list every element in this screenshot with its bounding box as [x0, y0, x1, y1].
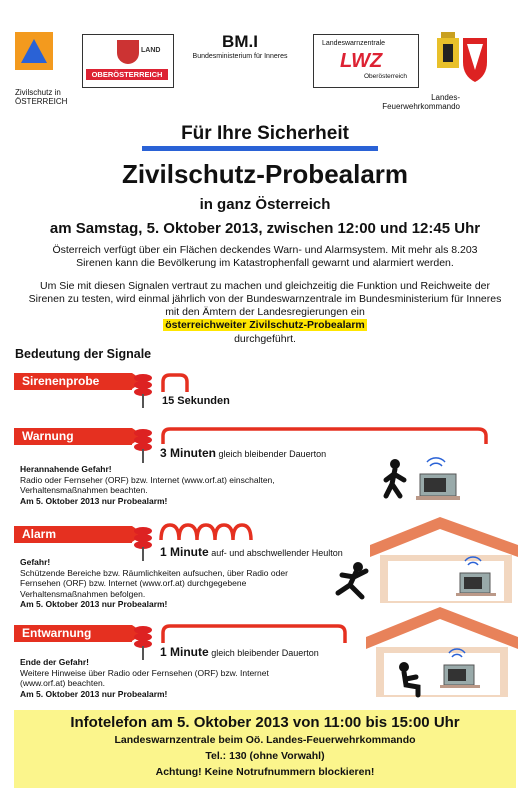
warnung-duration: 3 Minuten: [160, 446, 216, 460]
footer-warning: Achtung! Keine Notrufnummern blockieren!: [155, 766, 375, 778]
footer-tel-line: [14, 750, 516, 762]
infotelefon: Infotelefon am 5. Oktober 2013 von 11:00 bis 15:00 Uhr: [70, 714, 460, 731]
band-warnung: Warnung: [14, 428, 132, 445]
tel-value: 130 (ohne Vorwahl): [229, 750, 325, 762]
entwarnung-signal-curve: [160, 623, 350, 645]
band-sirenenprobe: Sirenenprobe: [14, 373, 132, 390]
sirenenprobe-duration: 15 Sekunden: [162, 395, 230, 407]
siren-icon: [132, 624, 154, 660]
alarm-signal-curve: [158, 522, 264, 544]
band-entwarnung: Entwarnung: [14, 625, 132, 642]
entwarnung-duration: 1 Minute: [160, 645, 209, 659]
alarm-desc-text: Schützende Bereiche bzw. Räumlichkeiten aufsuchen, über Radio oder Fernsehen (ORF) bzw. Internet (www.orf.at) durchgegebene Verhaltensmaßnahmen befolgen.: [20, 567, 288, 599]
bmi-subtitle: Bundesministerium für Inneres: [192, 53, 288, 60]
civil-protection-triangle-icon: [15, 32, 53, 70]
warnung-desc-note: Am 5. Oktober 2013 nur Probealarm!: [20, 495, 168, 506]
entwarnung-desc-title: Ende der Gefahr!: [20, 657, 89, 667]
highlight-text-wrap: [0, 319, 530, 331]
bmi-title: BM.I: [222, 32, 258, 51]
entwarnung-desc-text: Weitere Hinweise über Radio oder Fernsehen (ORF) bzw. Internet (www.orf.at) beachten.: [20, 667, 269, 688]
signals-heading: Bedeutung der Signale: [15, 347, 152, 361]
intro-paragraph-2: Um Sie mit diesen Signalen vertraut zu machen und gleichzeitig die Funktion und Reichweite der Sirenen zu testen, wird einmal jährlich von der Bundeswarnzentrale im Bundesministerium für Inneres mit den Ämtern der Landesregierungen ein: [28, 280, 502, 318]
alarm-desc-note: Am 5. Oktober 2013 nur Probealarm!: [20, 599, 168, 609]
alarm-desc-title: Gefahr!: [20, 557, 51, 567]
lfk-label: Landes-Feuerwehrkommando: [382, 93, 460, 111]
warnung-description: [20, 464, 350, 506]
lwz-bottom-text: Oberösterreich: [364, 73, 407, 80]
siren-icon: [132, 372, 154, 408]
alarm-duration: 1 Minute: [160, 545, 209, 559]
siren-icon: [132, 525, 154, 561]
zivilschutz-logo: [15, 32, 53, 70]
warnung-desc-text: Radio oder Fernseher (ORF) bzw. Internet (www.orf.at) einschalten, Verhaltensmaßnahmen beachten.: [20, 474, 275, 495]
tagline-underline: [142, 146, 378, 151]
fire-brigade-crest-icon: [435, 30, 489, 84]
ooe-logo-text: OBERÖSTERREICH: [86, 69, 168, 80]
footer-line-2: Landeswarnzentrale beim Oö. Landes-Feuerwehrkommando: [114, 734, 416, 746]
tagline: Für Ihre Sicherheit: [181, 123, 349, 144]
intro-paragraph-end: durchgeführt.: [234, 333, 296, 345]
alarm-description: [20, 557, 290, 610]
ooe-logo-word: LAND: [141, 47, 161, 54]
alarm-illustration: [330, 515, 520, 605]
lfk-logo: [435, 30, 489, 84]
tel-label: Tel.:: [205, 750, 227, 762]
warnung-desc-title: Herannahende Gefahr!: [20, 464, 112, 474]
alarm-tone: auf- und abschwellender Heulton: [211, 548, 343, 558]
warnung-tone: gleich bleibender Dauerton: [218, 449, 327, 459]
intro-paragraph-1: Österreich verfügt über ein Flächen deckendes Warn- und Alarmsystem. Mit mehr als 8.203 Sirenen kann die Bevölkerung im Katastrophenfall gewarnt und alarmiert werden.: [52, 244, 478, 269]
entwarnung-tone: gleich bleibender Dauerton: [211, 648, 319, 658]
ooe-logo: [82, 34, 174, 88]
sirenenprobe-signal-curve: [160, 372, 190, 394]
entwarnung-desc-note: Am 5. Oktober 2013 nur Probealarm!: [20, 688, 168, 699]
warnung-duration-line: [160, 446, 326, 460]
entwarnung-description: [20, 657, 280, 699]
warnung-illustration: [380, 452, 480, 502]
lwz-logo: [313, 34, 419, 88]
siren-icon: [132, 427, 154, 463]
lwz-word: LWZ: [340, 50, 383, 72]
ooe-coat-of-arms-icon: [117, 40, 139, 64]
lwz-top-text: Landeswarnzentrale: [322, 40, 386, 47]
highlight-text: österreichweiter Zivilschutz-Probealarm: [165, 319, 365, 331]
zivilschutz-label: Zivilschutz in ÖSTERREICH: [15, 88, 68, 106]
page-title: Zivilschutz-Probealarm: [121, 159, 409, 189]
warnung-signal-curve: [160, 426, 490, 446]
band-alarm: Alarm: [14, 526, 132, 543]
page-subtitle: in ganz Österreich: [199, 196, 331, 213]
entwarnung-illustration: [362, 605, 520, 700]
date-line: am Samstag, 5. Oktober 2013, zwischen 12:00 und 12:45 Uhr: [49, 220, 481, 237]
